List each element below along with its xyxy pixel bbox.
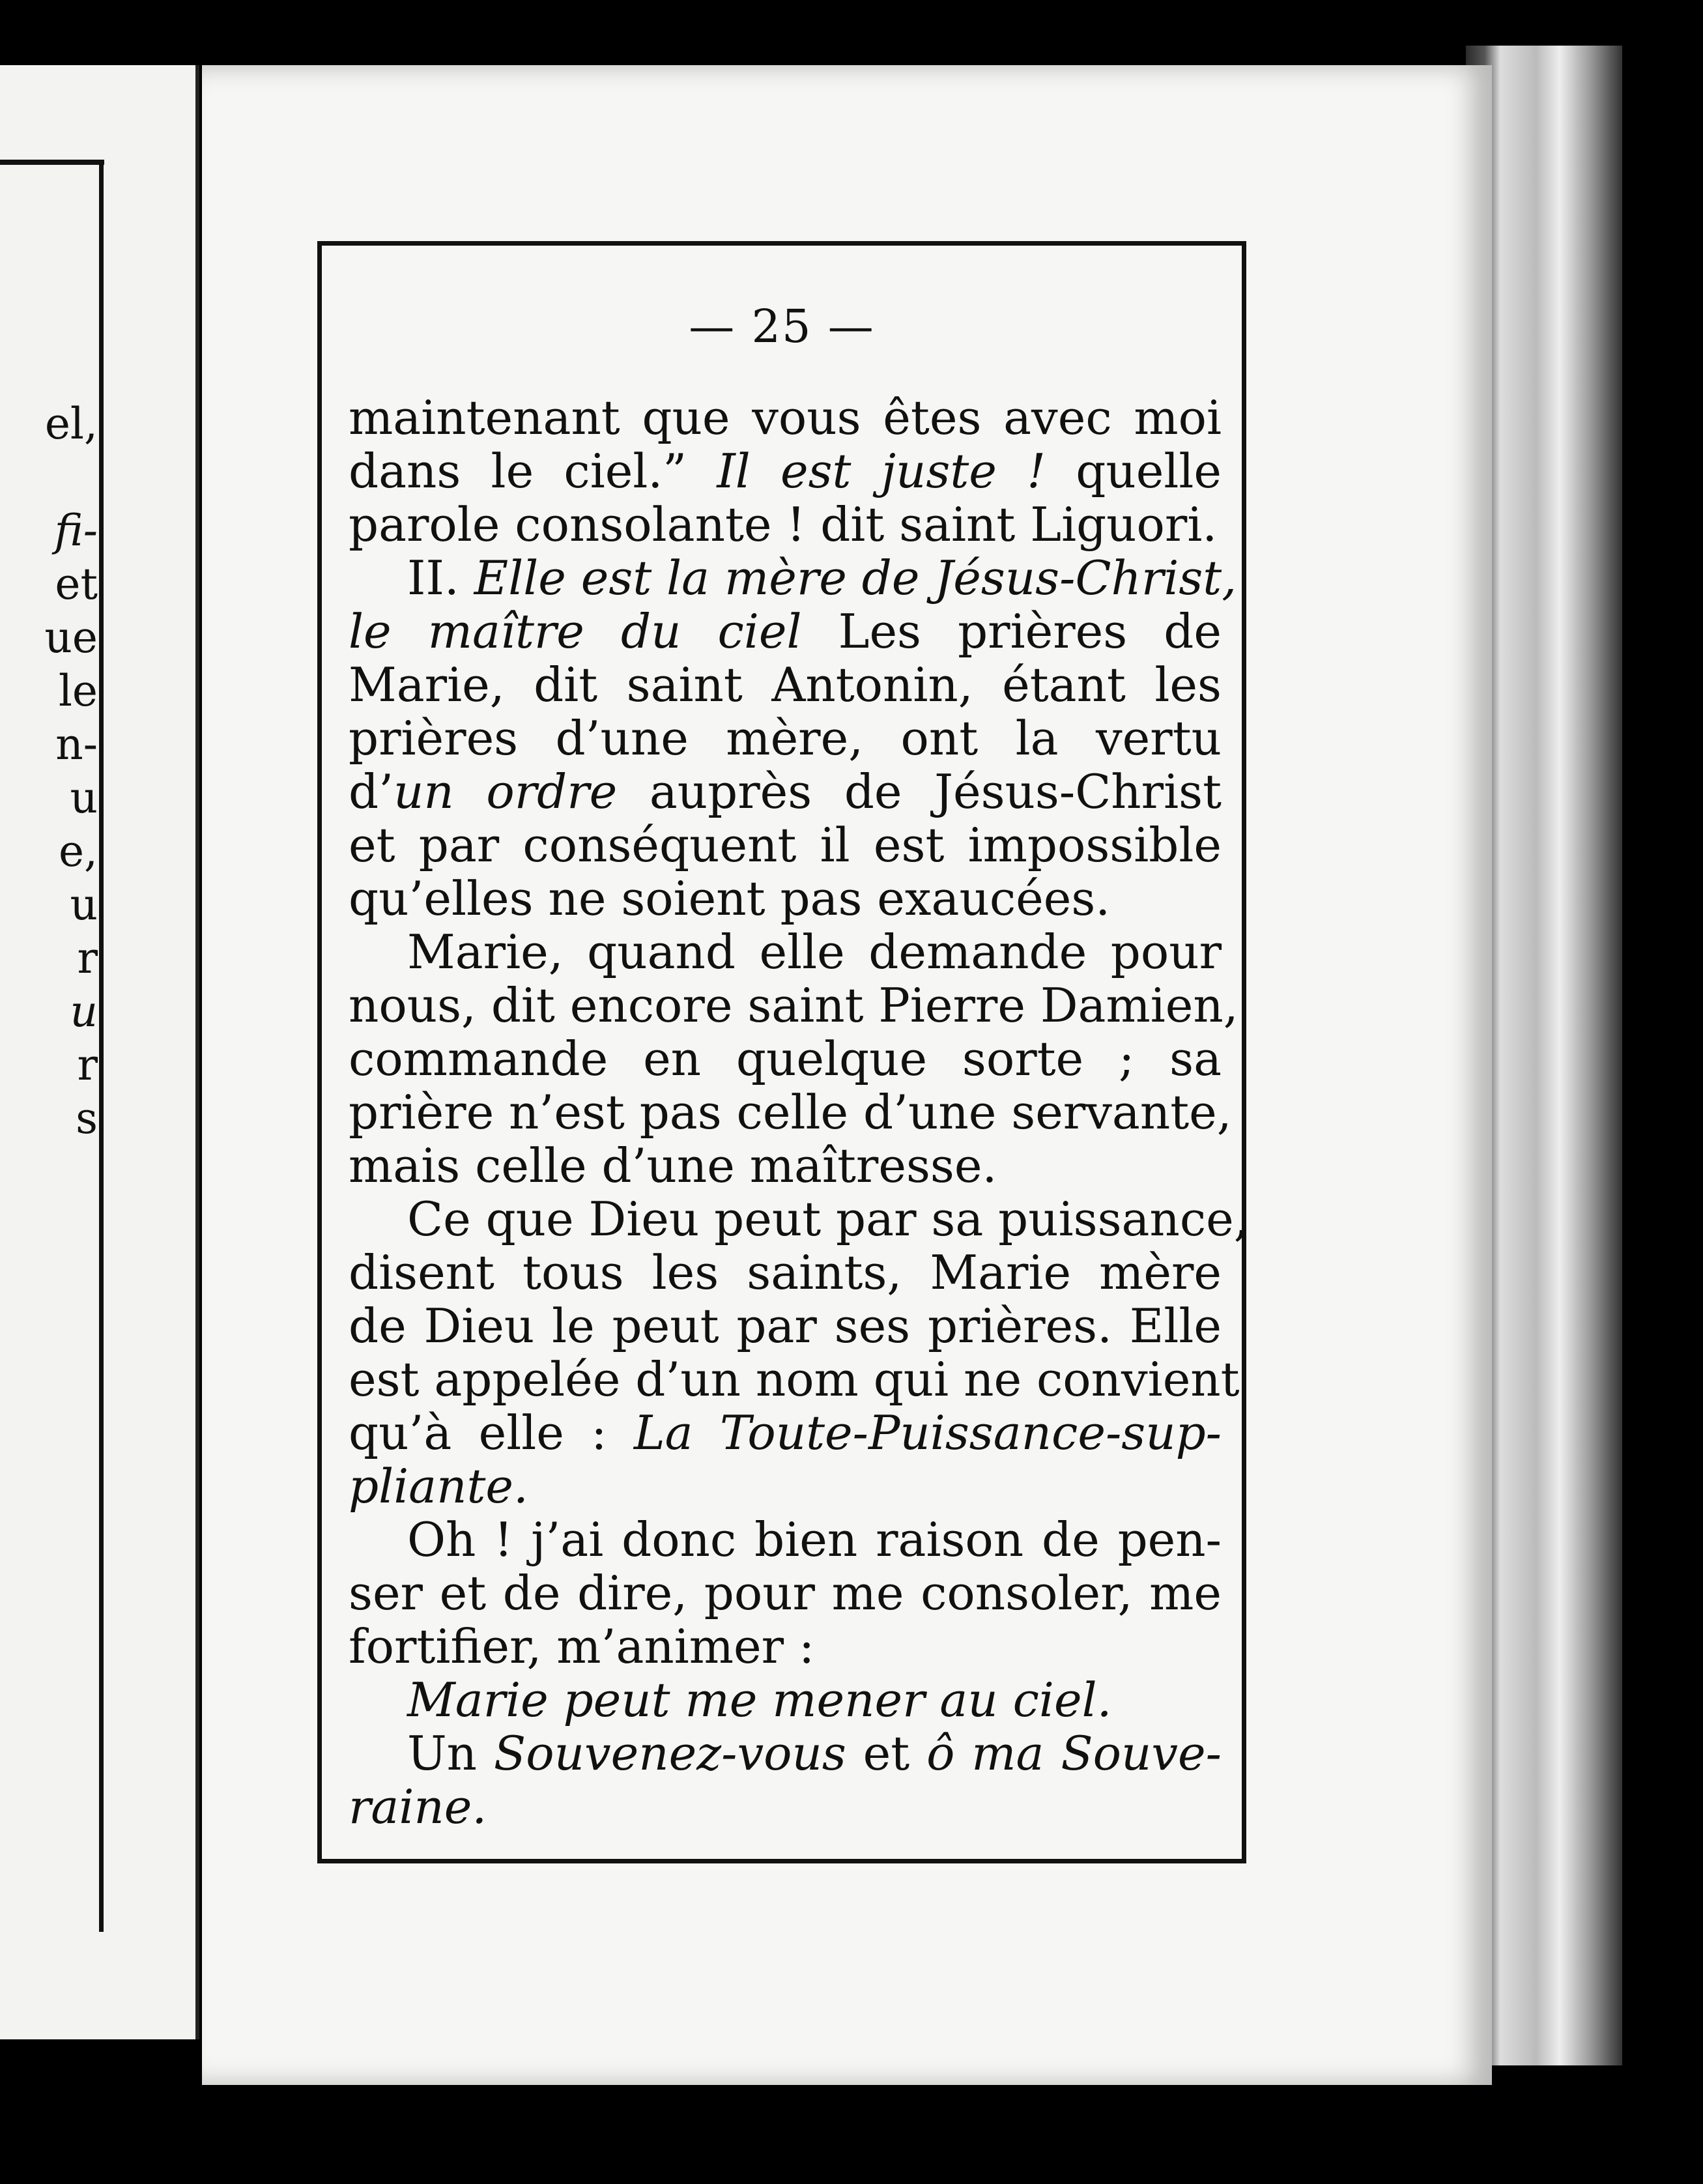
text-line [349,1085,1232,1140]
text-segment: Oh ! j’ai donc bien raison de pen- [407,1512,1222,1567]
left-page-rule-top [0,160,104,165]
left-fragment: u [70,773,98,823]
left-fragment: s [76,1093,98,1143]
text-line [349,605,1222,658]
text-line [349,1299,1222,1353]
text-line [349,711,1222,765]
text-line [349,1032,1222,1085]
left-fragment: n- [55,719,98,769]
text-segment: ser et de dire, pour me consoler, me [349,1566,1222,1620]
left-fragment: u [70,986,98,1037]
text-line [349,1192,1249,1246]
italic-text-segment: Elle est la mère de Jésus-Christ, [474,551,1237,605]
text-segment: auprès de Jésus-Christ [617,764,1222,819]
left-fragment: el, [44,399,98,449]
left-fragment: ue [44,612,98,663]
text-segment: qu’à elle : [349,1405,634,1460]
text-line [349,872,1222,925]
text-segment: Un [407,1726,494,1781]
italic-text-segment: ô ma Souve- [926,1726,1222,1781]
text-segment: et par conséquent il est impossible [349,818,1222,872]
text-line [349,1352,1240,1407]
italic-text-segment: Souvenez-vous [493,1726,846,1781]
text-segment: mais celle d’une maîtresse. [349,1138,997,1193]
text-segment: d’ [349,764,394,819]
left-fragment: e, [58,826,98,876]
text-line [349,444,1222,498]
text-segment: maintenant que vous êtes avec moi [349,390,1222,445]
text-segment: Marie, dit saint Antonin, étant les [349,657,1222,712]
left-fragment: le [58,666,98,716]
text-segment: prière n’est pas celle d’une servante, [349,1085,1232,1140]
text-line [349,1246,1222,1299]
italic-text-segment: pliante. [349,1459,528,1514]
text-line [349,925,1222,979]
text-line [349,1780,1222,1833]
text-line [349,1673,1222,1727]
text-line [349,978,1238,1033]
text-line [349,551,1237,605]
left-fragment: et [55,559,98,609]
text-segment: disent tous les saints, Marie mère [349,1245,1222,1300]
text-segment: prières d’une mère, ont la vertu [349,711,1222,766]
text-line [349,818,1222,872]
text-line [349,658,1222,711]
text-segment: et [846,1726,927,1781]
left-page-rule-vertical [99,160,104,1932]
body-text [349,390,1249,1834]
text-segment: Ce que Dieu peut par sa puissance, [407,1192,1249,1246]
page-number: — 25 — [689,300,875,353]
italic-text-segment: un ordre [393,764,618,819]
text-line [349,1513,1222,1566]
text-line [349,1459,1222,1513]
left-fragment: u [70,880,98,930]
text-line [349,1139,1222,1192]
text-segment: II. [407,551,474,605]
text-segment: dans le ciel.” [349,444,717,498]
left-fragment: fi- [54,506,98,556]
text-line [349,1620,1222,1673]
left-fragment: r [77,933,98,983]
text-line [349,391,1222,444]
text-line [349,1566,1222,1620]
left-fragment: r [77,1040,98,1090]
italic-text-segment: Marie peut me mener au ciel. [407,1673,1112,1727]
text-line [349,765,1222,818]
text-segment: de Dieu le peut par ses prières. Elle [349,1299,1222,1353]
text-segment: qu’elles ne soient pas exaucées. [349,871,1111,926]
text-segment: nous, dit encore saint Pierre Damien, [349,978,1238,1033]
text-line [349,1727,1222,1780]
italic-text-segment: le maître du ciel [349,604,802,659]
italic-text-segment: Il est juste ! [717,444,1046,498]
text-segment: est appelée d’un nom qui ne convient [349,1352,1240,1407]
text-line [349,1406,1222,1459]
italic-text-segment: raine. [349,1779,487,1834]
text-segment: Marie, quand elle demande pour [407,925,1222,979]
left-page-text-fragments [0,397,98,1145]
text-line [349,498,1222,551]
text-segment: fortifier, m’animer : [349,1619,815,1674]
text-segment: quelle [1046,444,1222,498]
text-segment: Les prières de [801,604,1222,659]
text-segment: commande en quelque sorte ; sa [349,1031,1222,1086]
text-segment: parole consolante ! dit saint Liguori. [349,497,1218,552]
italic-text-segment: La Toute-Puissance-sup- [633,1405,1222,1460]
